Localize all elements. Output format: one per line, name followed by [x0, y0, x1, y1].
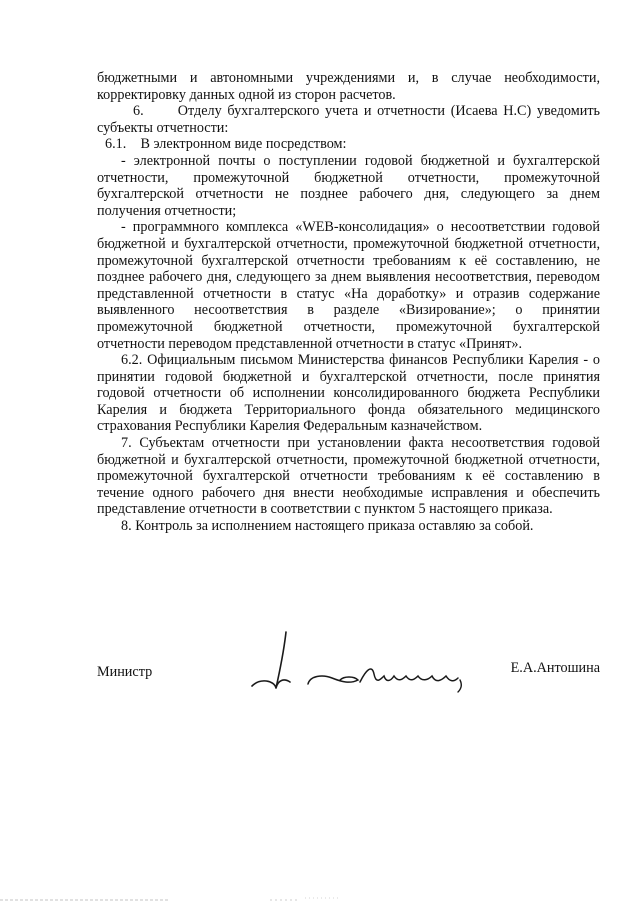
paragraph-item-6-1: 6.1. В электронном виде посредством:: [105, 136, 347, 153]
document-body: [97, 70, 600, 535]
signatory-name: Е.А.Антошина: [510, 660, 600, 676]
paragraph-item-8: 8. Контроль за исполнением настоящего приказа оставляю за собой.: [121, 518, 534, 535]
signatory-title: Министр: [97, 664, 153, 680]
handwritten-signature: [250, 630, 490, 700]
paragraph-item-6-2: 6.2. Официальным письмом Министерства финансов Республики Карелия - о принятии годовой бюджетной и бухгалтерской отчетности, после принятия годовой отчетности об исполнении консолидированного бюджета Республики Карелия и бюджета Территориального фонда обязательного медицинского страхования Республики Карелия Федеральным казначейством.: [97, 352, 600, 435]
paragraph-continuation: бюджетными и автономными учреждениями и, в случае необходимости, корректировку данных одной из сторон расчетов.: [97, 70, 600, 103]
paragraph-item-7: 7. Субъектам отчетности при установлении факта несоответствия годовой бюджетной и бухгалтерской отчетности, промежуточной бюджетной отчетности, промежуточной бухгалтерской отчетности требованиям к её составлению в течение одного рабочего дня внести необходимые исправления и обеспечить представление отчетности в соответствии с пунктом 5 настоящего приказа.: [97, 435, 600, 518]
paragraph-web-consolidation: - программного комплекса «WEB-консолидация» о несоответствии годовой бюджетной и бухгалтерской отчетности, промежуточной бюджетной отчетности, промежуточной бухгалтерской отчетности требованиям к её составлению, не позднее рабочего дня, следующего за днем выявления несоответствия, переводом представленной отчетности в статус «На доработку» и отразив содержание выявленного несоответствия в разделе «Визирование»; о принятии промежуточной бюджетной отчетности, промежуточной бухгалтерской отчетности переводом представленной отчетности в статус «Принят».: [97, 219, 600, 352]
paragraph-email-notice: - электронной почты о поступлении годовой бюджетной и бухгалтерской отчетности, промежуточной бюджетной отчетности, промежуточной бухгалтерской отчетности не позднее рабочего дня, следующего за днем получения отчетности;: [97, 152, 600, 219]
paragraph-item-6: 6. Отделу бухгалтерского учета и отчетности (Исаева Н.С) уведомить субъекты отчетности:: [97, 103, 600, 136]
scan-artifacts: [0, 878, 640, 905]
